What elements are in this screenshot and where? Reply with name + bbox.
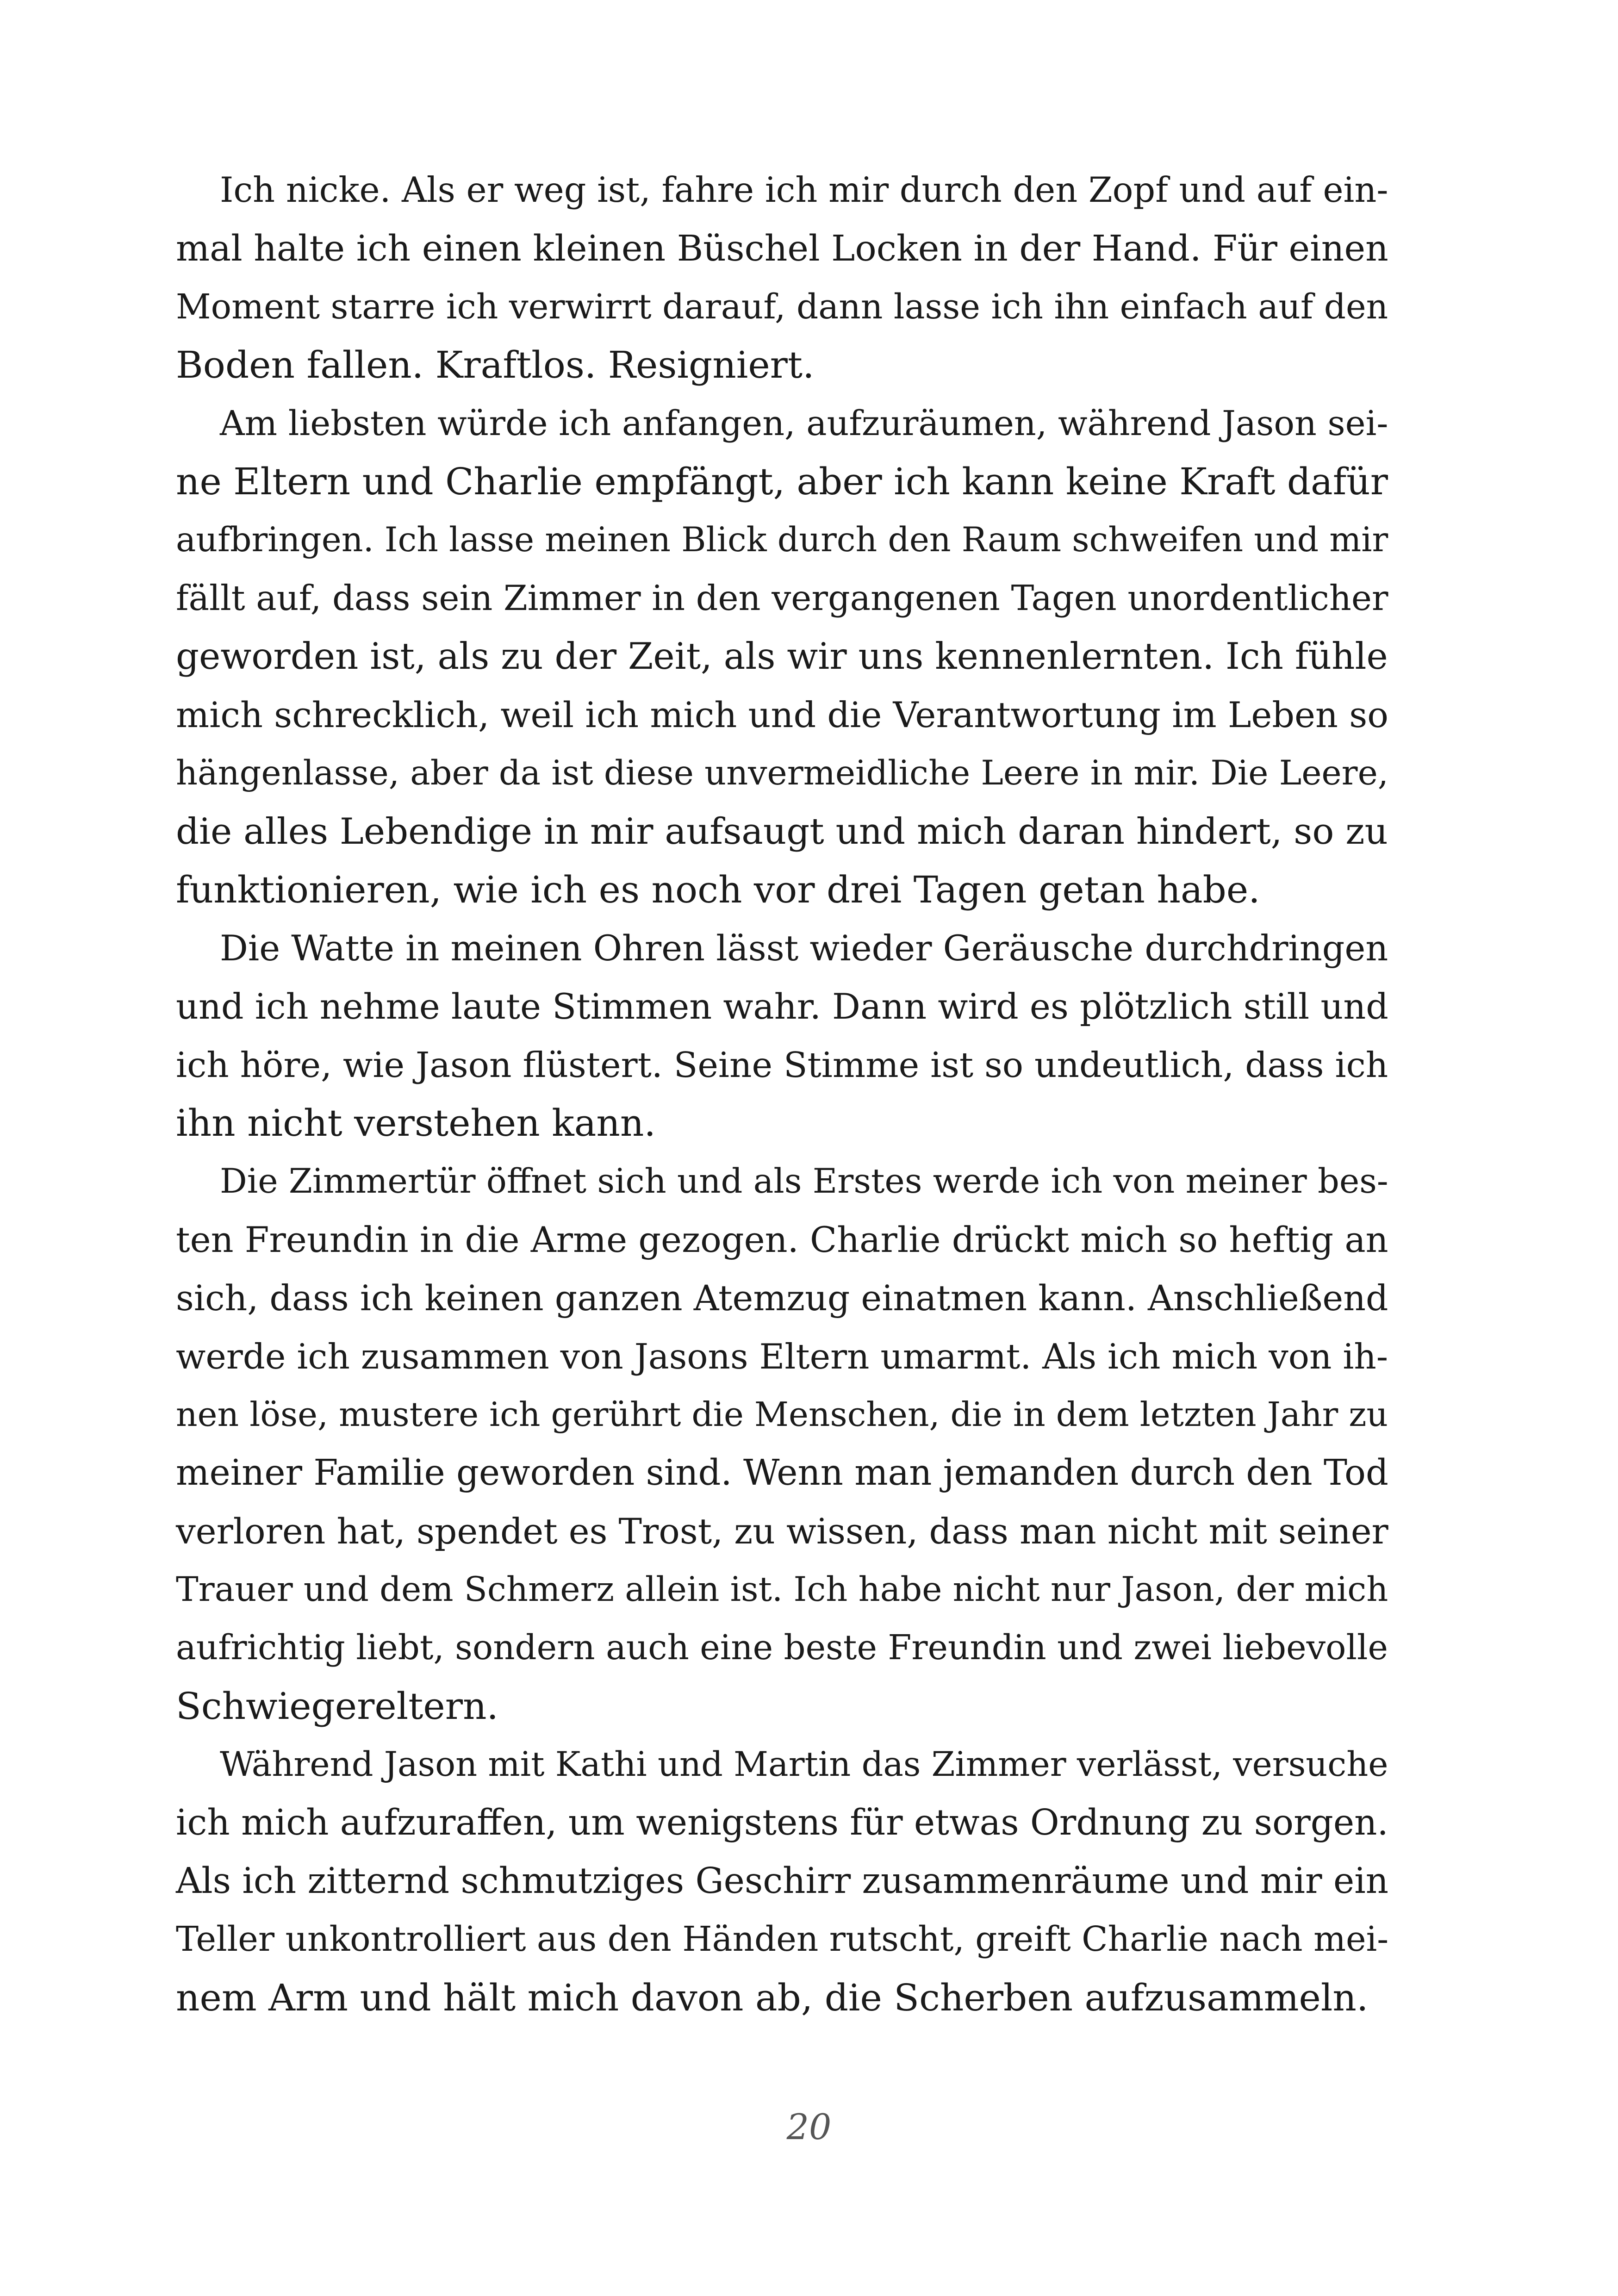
text-line: und ich nehme laute Stimmen wahr. Dann wird es plötzlich still und — [176, 986, 1388, 1027]
paragraph — [176, 161, 1388, 394]
text-line: ne Eltern und Charlie empfängt, aber ich kann keine Kraft dafür — [176, 460, 1388, 503]
text-line: aufrichtig liebt, sondern auch eine beste Freundin und zwei liebevolle — [176, 1628, 1388, 1668]
paragraph — [176, 1152, 1388, 1736]
text-line: Die Zimmertür öffnet sich und als Erstes werde ich von meiner bes- — [220, 1162, 1388, 1201]
text-line: hängenlasse, aber da ist diese unvermeidliche Leere in mir. Die Leere, — [176, 753, 1389, 793]
text-line: nen löse, mustere ich gerührt die Menschen, die in dem letzten Jahr zu — [176, 1395, 1388, 1434]
text-line: ihn nicht verstehen kann. — [176, 1101, 656, 1145]
text-line: ich mich aufzuraffen, um wenigstens für etwas Ordnung zu sorgen. — [176, 1802, 1388, 1843]
text-line: ten Freundin in die Arme gezogen. Charlie drückt mich so heftig an — [176, 1219, 1388, 1260]
text-line: Trauer und dem Schmerz allein ist. Ich habe nicht nur Jason, der mich — [176, 1570, 1388, 1609]
text-line: Als ich zitternd schmutziges Geschirr zusammenräume und mir ein — [176, 1860, 1389, 1902]
text-line: werde ich zusammen von Jasons Eltern umarmt. Als ich mich von ih- — [176, 1336, 1388, 1377]
text-line: geworden ist, als zu der Zeit, als wir uns kennenlernten. Ich fühle — [176, 635, 1388, 678]
paragraph — [176, 394, 1388, 919]
text-line: sich, dass ich keinen ganzen Atemzug einatmen kann. Anschließend — [176, 1278, 1388, 1319]
paragraph — [176, 1736, 1388, 2027]
text-line: die alles Lebendige in mir aufsaugt und mich daran hindert, so zu — [176, 810, 1388, 852]
text-line: mich schrecklich, weil ich mich und die Verantwortung im Leben so — [176, 694, 1389, 735]
text-line: verloren hat, spendet es Trost, zu wissen, dass man nicht mit seiner — [176, 1511, 1388, 1552]
text-line: Während Jason mit Kathi und Martin das Zimmer verlässt, versuche — [220, 1745, 1388, 1784]
text-line: nem Arm und hält mich davon ab, die Scherben aufzusammeln. — [176, 1976, 1369, 2019]
text-line: mal halte ich einen kleinen Büschel Locken in der Hand. Für einen — [176, 228, 1388, 269]
body-text — [176, 161, 1388, 2027]
text-line: aufbringen. Ich lasse meinen Blick durch den Raum schweifen und mir — [176, 521, 1388, 560]
text-line: Ich nicke. Als er weg ist, fahre ich mir durch den Zopf und auf ein- — [220, 170, 1388, 210]
text-line: Teller unkontrolliert aus den Händen rutscht, greift Charlie nach mei- — [176, 1920, 1389, 1959]
text-line: Am liebsten würde ich anfangen, aufzuräumen, während Jason sei- — [220, 403, 1388, 443]
text-line: ich höre, wie Jason flüstert. Seine Stimme ist so undeutlich, dass ich — [176, 1045, 1388, 1085]
text-line: Schwiegereltern. — [176, 1685, 498, 1728]
text-line: funktionieren, wie ich es noch vor drei Tagen getan habe. — [176, 868, 1260, 911]
text-line: meiner Familie geworden sind. Wenn man jemanden durch den Tod — [176, 1452, 1388, 1493]
text-line: fällt auf, dass sein Zimmer in den vergangenen Tagen unordentlicher — [176, 578, 1388, 618]
paragraph — [176, 919, 1388, 1152]
text-line: Die Watte in meinen Ohren lässt wieder Geräusche durchdringen — [220, 927, 1388, 969]
text-line: Moment starre ich verwirrt darauf, dann lasse ich ihn einfach auf den — [176, 287, 1388, 327]
text-line: Boden fallen. Kraftlos. Resigniert. — [176, 343, 815, 386]
page-number: 20 — [786, 2106, 832, 2147]
